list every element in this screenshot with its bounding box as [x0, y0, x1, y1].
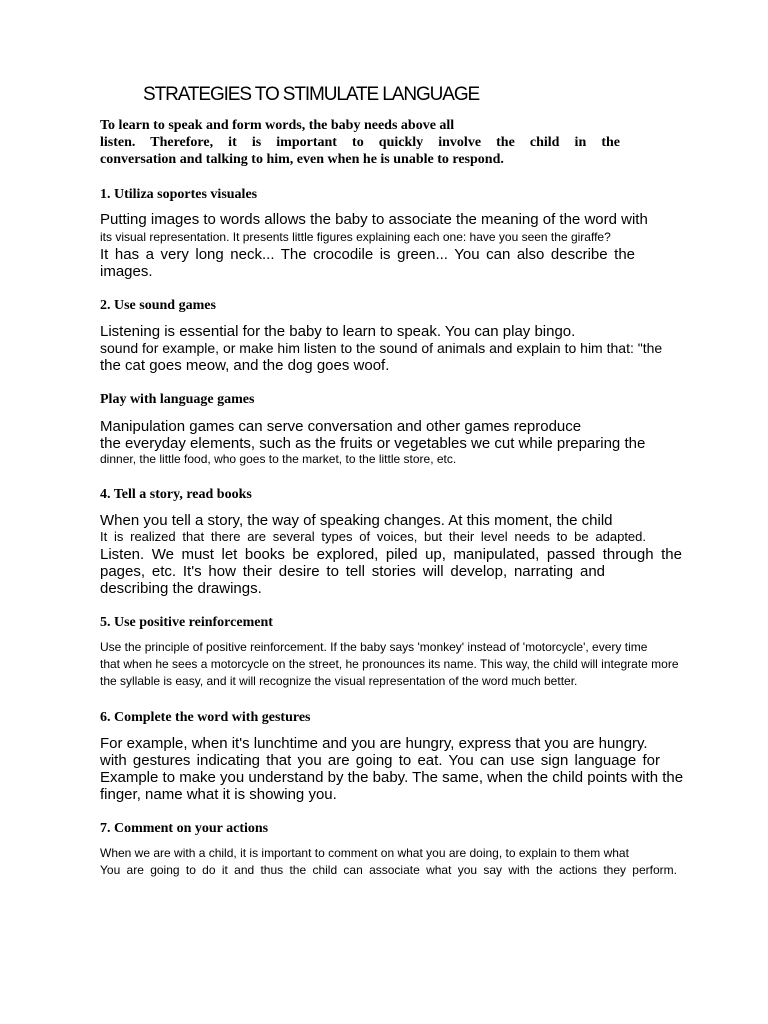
body-line: Example to make you understand by the baby. The same, when the child points with the	[100, 769, 684, 786]
section-heading: 4. Tell a story, read books	[100, 487, 252, 502]
body-line: You are going to do it and thus the child can associate what you say with the actions they perform.	[100, 863, 677, 877]
section-heading: 6. Complete the word with gestures	[100, 710, 311, 725]
body-line: the everyday elements, such as the fruits or vegetables we cut while preparing the	[100, 435, 646, 452]
intro-line: conversation and talking to him, even when he is unable to respond.	[100, 152, 504, 167]
body-line: Use the principle of positive reinforcement. If the baby says 'monkey' instead of 'motorcycle', every time	[100, 640, 648, 654]
body-line: dinner, the little food, who goes to the market, to the little store, etc.	[100, 452, 457, 466]
section-heading: Play with language games	[100, 392, 255, 407]
body-line: Listen. We must let books be explored, piled up, manipulated, passed through the	[100, 546, 682, 563]
body-line: Manipulation games can serve conversation and other games reproduce	[100, 418, 582, 435]
body-line: that when he sees a motorcycle on the street, he pronounces its name. This way, the child will integrate more	[100, 657, 679, 671]
body-line: the syllable is easy, and it will recognize the visual representation of the word much better.	[100, 674, 578, 688]
body-line: with gestures indicating that you are going to eat. You can use sign language for	[100, 752, 660, 769]
section-heading: 7. Comment on your actions	[100, 821, 269, 836]
body-line: It has a very long neck... The crocodile is green... You can also describe the	[100, 246, 635, 263]
section-heading: 1. Utiliza soportes visuales	[100, 187, 258, 202]
body-line: When you tell a story, the way of speaking changes. At this moment, the child	[100, 512, 613, 529]
body-line: images.	[100, 263, 153, 280]
section-heading: 2. Use sound games	[100, 298, 216, 313]
intro-line: To learn to speak and form words, the baby needs above all	[100, 118, 455, 133]
body-line: It is realized that there are several types of voices, but their level needs to be adapted.	[100, 529, 646, 544]
body-line: the cat goes meow, and the dog goes woof.	[100, 357, 390, 374]
body-line: its visual representation. It presents little figures explaining each one: have you seen the giraffe?	[100, 230, 611, 244]
page-title: STRATEGIES TO STIMULATE LANGUAGE	[143, 84, 480, 105]
intro-line: listen. Therefore, it is important to quickly involve the child in the	[100, 135, 620, 150]
body-line: For example, when it's lunchtime and you are hungry, express that you are hungry.	[100, 735, 648, 752]
body-line: describing the drawings.	[100, 580, 262, 597]
section-heading: 5. Use positive reinforcement	[100, 615, 273, 630]
body-line: pages, etc. It's how their desire to tell stories will develop, narrating and	[100, 563, 605, 580]
body-line: Putting images to words allows the baby to associate the meaning of the word with	[100, 211, 648, 228]
body-line: finger, name what it is showing you.	[100, 786, 337, 803]
body-line: Listening is essential for the baby to learn to speak. You can play bingo.	[100, 323, 576, 340]
body-line: When we are with a child, it is important to comment on what you are doing, to explain to them what	[100, 846, 629, 860]
body-line: sound for example, or make him listen to the sound of animals and explain to him that: "the	[100, 340, 663, 356]
